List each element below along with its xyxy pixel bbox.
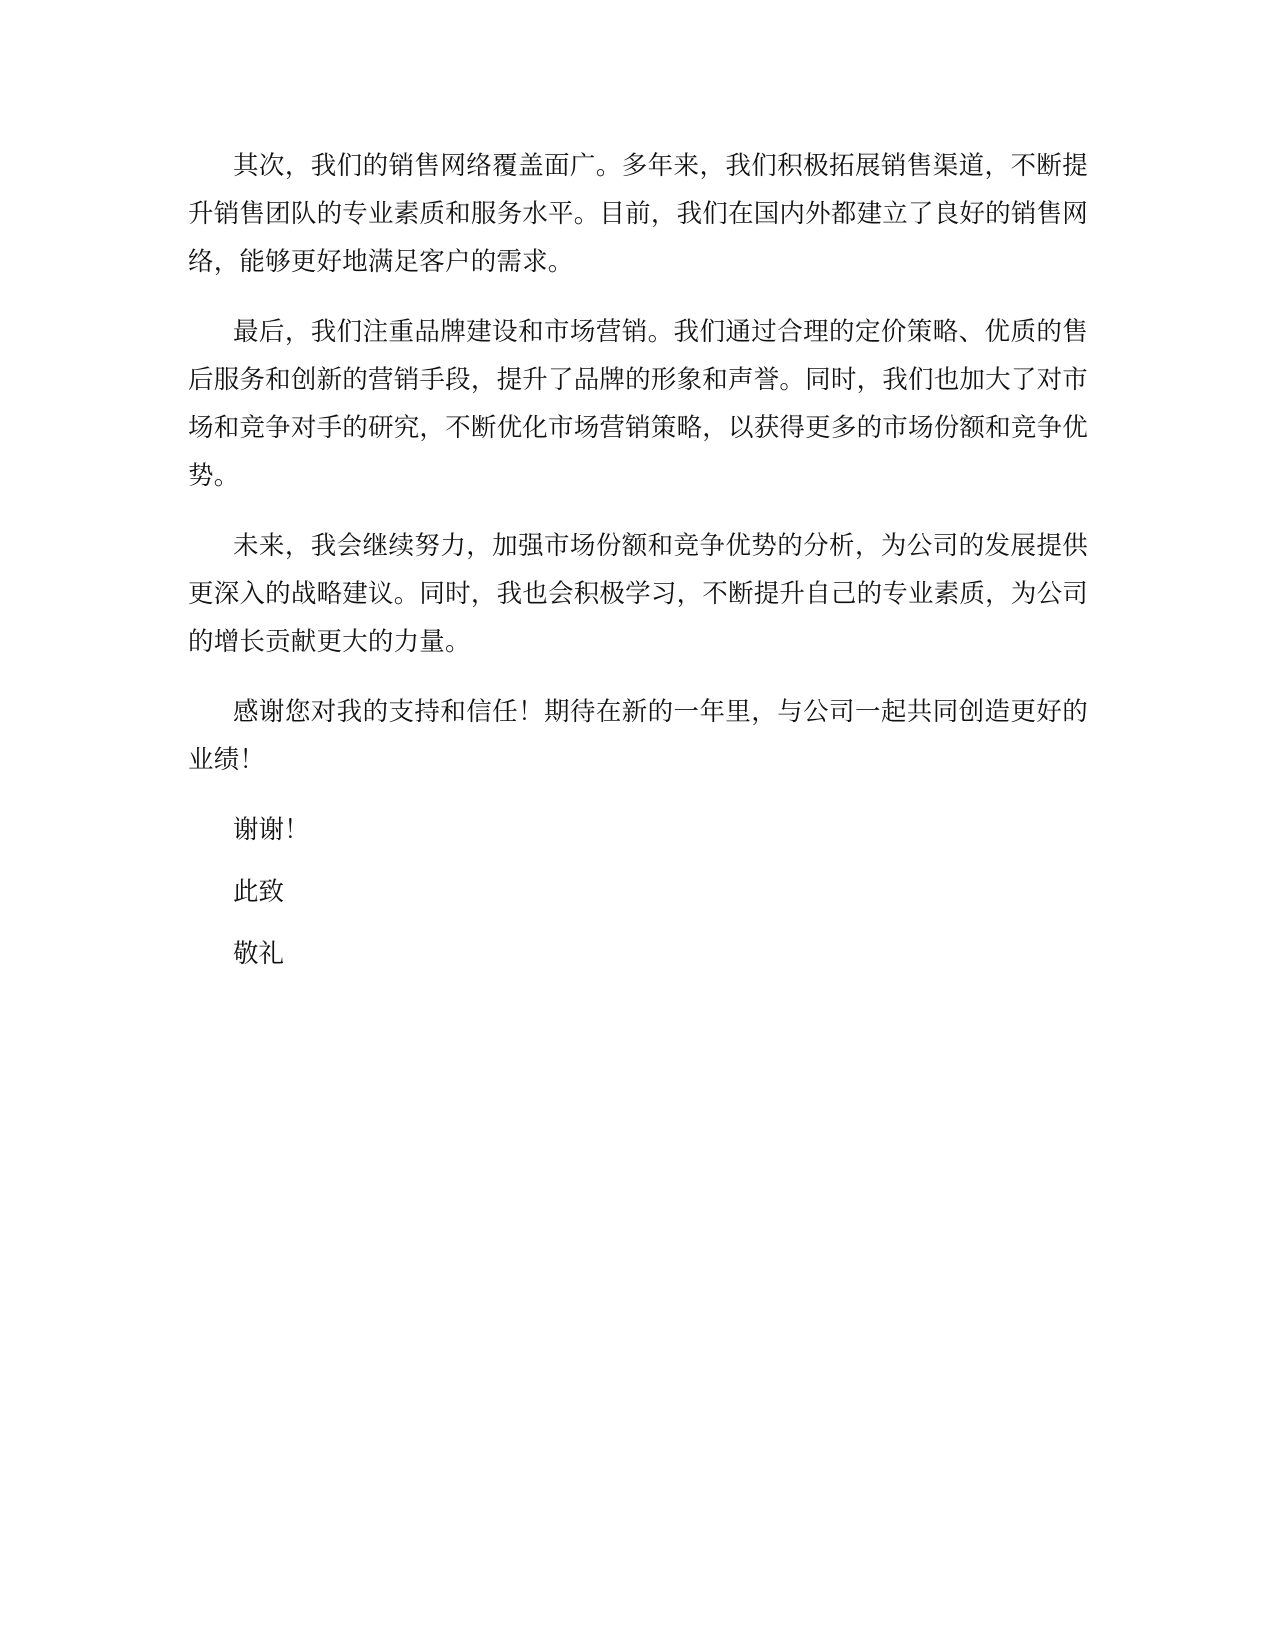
document-body [188,142,1088,992]
closing-regards-line-2: 敬礼 [233,939,285,969]
paragraph-future-plans: 未来，我会继续努力，加强市场份额和竞争优势的分析，为公司的发展提供更深入的战略建议。同时，我也会积极学习，不断提升自己的专业素质，为公司的增长贡献更大的力量。 [188,531,1088,657]
paragraph-sales-network: 其次，我们的销售网络覆盖面广。多年来，我们积极拓展销售渠道，不断提升销售团队的专业素质和服务水平。目前，我们在国内外都建立了良好的销售网络，能够更好地满足客户的需求。 [188,151,1088,277]
paragraph-brand-marketing: 最后，我们注重品牌建设和市场营销。我们通过合理的定价策略、优质的售后服务和创新的营销手段，提升了品牌的形象和声誉。同时，我们也加大了对市场和竞争对手的研究，不断优化市场营销策略，以获得更多的市场份额和竞争优势。 [188,317,1088,491]
closing-thanks: 谢谢！ [233,815,310,845]
closing-regards-line-1: 此致 [233,877,285,907]
paragraph-gratitude: 感谢您对我的支持和信任！期待在新的一年里，与公司一起共同创造更好的业绩！ [188,697,1088,775]
